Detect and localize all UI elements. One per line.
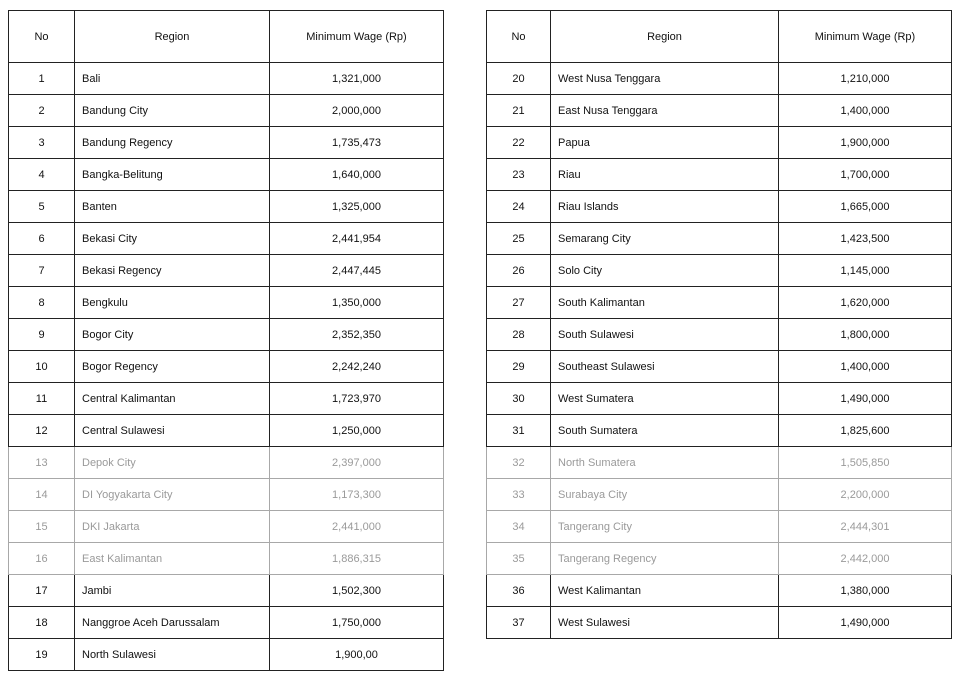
cell-wage: 1,321,000 — [270, 63, 444, 95]
cell-no: 5 — [9, 191, 75, 223]
cell-no: 6 — [9, 223, 75, 255]
cell-wage: 2,000,000 — [270, 95, 444, 127]
cell-wage: 1,800,000 — [779, 319, 952, 351]
cell-no: 9 — [9, 319, 75, 351]
cell-no: 14 — [9, 479, 75, 511]
cell-wage: 1,665,000 — [779, 191, 952, 223]
cell-no: 11 — [9, 383, 75, 415]
cell-region: Bali — [75, 63, 270, 95]
table-row — [9, 511, 444, 543]
cell-wage: 2,441,000 — [270, 511, 444, 543]
table-row — [9, 95, 444, 127]
cell-region: DI Yogyakarta City — [75, 479, 270, 511]
cell-wage: 1,750,000 — [270, 607, 444, 639]
table-row — [9, 543, 444, 575]
cell-region: Jambi — [75, 575, 270, 607]
table-row — [487, 287, 952, 319]
cell-region: Tangerang City — [551, 511, 779, 543]
cell-region: North Sumatera — [551, 447, 779, 479]
table-row — [9, 415, 444, 447]
header-region: Region — [551, 11, 779, 63]
table-row — [9, 255, 444, 287]
header-no: No — [487, 11, 551, 63]
table-row — [487, 127, 952, 159]
header-region: Region — [75, 11, 270, 63]
wage-table-left — [8, 10, 444, 671]
cell-wage: 1,350,000 — [270, 287, 444, 319]
header-wage: Minimum Wage (Rp) — [270, 11, 444, 63]
cell-wage: 1,380,000 — [779, 575, 952, 607]
table-row — [9, 63, 444, 95]
cell-wage: 1,490,000 — [779, 607, 952, 639]
table-row — [9, 287, 444, 319]
cell-wage: 1,490,000 — [779, 383, 952, 415]
cell-wage: 1,735,473 — [270, 127, 444, 159]
cell-no: 17 — [9, 575, 75, 607]
cell-wage: 1,825,600 — [779, 415, 952, 447]
cell-region: Depok City — [75, 447, 270, 479]
cell-wage: 1,900,00 — [270, 639, 444, 671]
header-row — [487, 11, 952, 63]
table-row — [9, 127, 444, 159]
table-row — [9, 223, 444, 255]
cell-region: Central Sulawesi — [75, 415, 270, 447]
cell-region: Riau — [551, 159, 779, 191]
table-row — [9, 575, 444, 607]
cell-wage: 1,502,300 — [270, 575, 444, 607]
table-row — [9, 191, 444, 223]
cell-region: North Sulawesi — [75, 639, 270, 671]
cell-region: Nanggroe Aceh Darussalam — [75, 607, 270, 639]
cell-no: 3 — [9, 127, 75, 159]
table-row — [9, 159, 444, 191]
cell-no: 27 — [487, 287, 551, 319]
table-row — [487, 223, 952, 255]
cell-no: 15 — [9, 511, 75, 543]
cell-no: 35 — [487, 543, 551, 575]
cell-region: West Sumatera — [551, 383, 779, 415]
cell-region: East Kalimantan — [75, 543, 270, 575]
cell-region: Bogor City — [75, 319, 270, 351]
cell-no: 16 — [9, 543, 75, 575]
cell-wage: 1,325,000 — [270, 191, 444, 223]
cell-wage: 1,423,500 — [779, 223, 952, 255]
header-wage: Minimum Wage (Rp) — [779, 11, 952, 63]
cell-wage: 2,442,000 — [779, 543, 952, 575]
table-row — [487, 607, 952, 639]
cell-no: 26 — [487, 255, 551, 287]
table-row — [9, 383, 444, 415]
cell-region: Bekasi Regency — [75, 255, 270, 287]
cell-no: 4 — [9, 159, 75, 191]
cell-wage: 1,640,000 — [270, 159, 444, 191]
cell-wage: 1,620,000 — [779, 287, 952, 319]
cell-wage: 2,352,350 — [270, 319, 444, 351]
cell-no: 13 — [9, 447, 75, 479]
cell-no: 22 — [487, 127, 551, 159]
cell-region: West Sulawesi — [551, 607, 779, 639]
cell-region: Tangerang Regency — [551, 543, 779, 575]
cell-wage: 1,400,000 — [779, 95, 952, 127]
cell-no: 7 — [9, 255, 75, 287]
cell-region: South Sulawesi — [551, 319, 779, 351]
table-row — [487, 479, 952, 511]
cell-wage: 1,886,315 — [270, 543, 444, 575]
table-row — [487, 159, 952, 191]
header-no: No — [9, 11, 75, 63]
cell-wage: 1,210,000 — [779, 63, 952, 95]
cell-no: 10 — [9, 351, 75, 383]
cell-no: 8 — [9, 287, 75, 319]
cell-region: Bandung City — [75, 95, 270, 127]
cell-wage: 1,700,000 — [779, 159, 952, 191]
cell-no: 24 — [487, 191, 551, 223]
cell-no: 20 — [487, 63, 551, 95]
cell-region: Banten — [75, 191, 270, 223]
cell-region: Solo City — [551, 255, 779, 287]
cell-wage: 2,441,954 — [270, 223, 444, 255]
cell-no: 12 — [9, 415, 75, 447]
table-row — [9, 351, 444, 383]
cell-no: 37 — [487, 607, 551, 639]
cell-no: 28 — [487, 319, 551, 351]
cell-region: Southeast Sulawesi — [551, 351, 779, 383]
cell-no: 32 — [487, 447, 551, 479]
cell-region: Bogor Regency — [75, 351, 270, 383]
cell-wage: 2,444,301 — [779, 511, 952, 543]
cell-region: Bandung Regency — [75, 127, 270, 159]
table-row — [9, 607, 444, 639]
table-row — [487, 191, 952, 223]
cell-no: 33 — [487, 479, 551, 511]
cell-region: Bangka-Belitung — [75, 159, 270, 191]
cell-region: South Kalimantan — [551, 287, 779, 319]
cell-no: 25 — [487, 223, 551, 255]
cell-no: 1 — [9, 63, 75, 95]
table-row — [487, 351, 952, 383]
cell-region: Central Kalimantan — [75, 383, 270, 415]
cell-no: 34 — [487, 511, 551, 543]
cell-region: West Nusa Tenggara — [551, 63, 779, 95]
cell-no: 36 — [487, 575, 551, 607]
cell-no: 30 — [487, 383, 551, 415]
cell-no: 18 — [9, 607, 75, 639]
cell-wage: 2,447,445 — [270, 255, 444, 287]
cell-region: DKI Jakarta — [75, 511, 270, 543]
cell-no: 23 — [487, 159, 551, 191]
cell-region: Surabaya City — [551, 479, 779, 511]
table-row — [9, 479, 444, 511]
table-row — [487, 319, 952, 351]
table-row — [9, 319, 444, 351]
cell-region: Riau Islands — [551, 191, 779, 223]
table-row — [487, 255, 952, 287]
table-row — [487, 543, 952, 575]
cell-wage: 1,900,000 — [779, 127, 952, 159]
cell-no: 19 — [9, 639, 75, 671]
cell-region: South Sumatera — [551, 415, 779, 447]
cell-wage: 2,397,000 — [270, 447, 444, 479]
cell-wage: 1,505,850 — [779, 447, 952, 479]
table-row — [487, 95, 952, 127]
cell-region: Bekasi City — [75, 223, 270, 255]
cell-region: Bengkulu — [75, 287, 270, 319]
table-row — [9, 447, 444, 479]
wage-table-right — [486, 10, 952, 639]
table-row — [487, 447, 952, 479]
cell-wage: 1,173,300 — [270, 479, 444, 511]
table-row — [487, 383, 952, 415]
cell-no: 2 — [9, 95, 75, 127]
cell-wage: 2,200,000 — [779, 479, 952, 511]
table-row — [487, 575, 952, 607]
cell-wage: 1,145,000 — [779, 255, 952, 287]
cell-no: 29 — [487, 351, 551, 383]
cell-region: East Nusa Tenggara — [551, 95, 779, 127]
cell-wage: 1,723,970 — [270, 383, 444, 415]
cell-wage: 1,400,000 — [779, 351, 952, 383]
table-row — [487, 415, 952, 447]
header-row — [9, 11, 444, 63]
cell-no: 21 — [487, 95, 551, 127]
table-row — [9, 639, 444, 671]
cell-wage: 2,242,240 — [270, 351, 444, 383]
cell-region: West Kalimantan — [551, 575, 779, 607]
table-row — [487, 63, 952, 95]
cell-region: Semarang City — [551, 223, 779, 255]
cell-no: 31 — [487, 415, 551, 447]
cell-region: Papua — [551, 127, 779, 159]
table-row — [487, 511, 952, 543]
cell-wage: 1,250,000 — [270, 415, 444, 447]
